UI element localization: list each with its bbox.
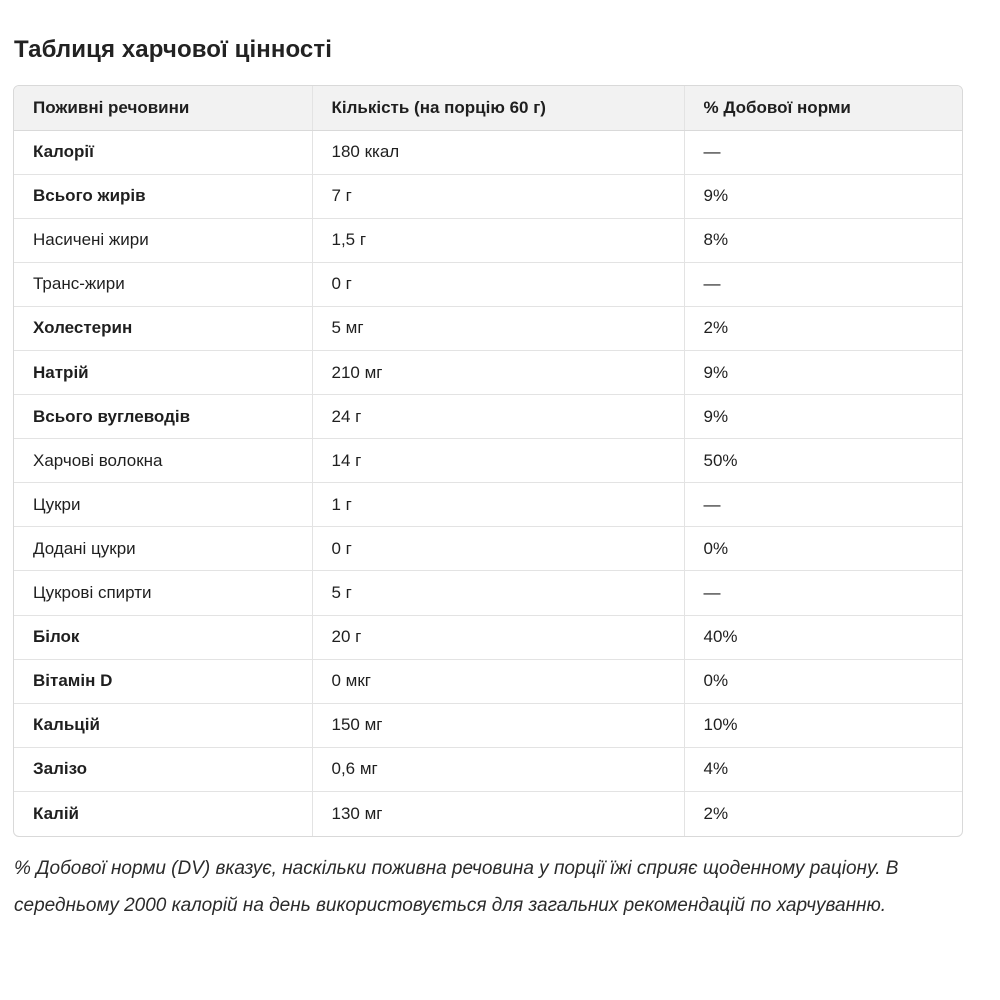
table-row [14, 747, 962, 791]
cell-daily-value: — [684, 571, 962, 615]
footnote: % Добової норми (DV) вказує, наскільки поживна речовина у порції їжі сприяє щоденному раціону. В середньому 2000 калорій на день використовується для загальних рекомендацій по харчуванню. [14, 858, 899, 916]
table-row [14, 218, 962, 262]
cell-amount: 14 г [312, 439, 684, 483]
table-row [14, 350, 962, 394]
cell-daily-value: 50% [684, 439, 962, 483]
cell-daily-value: 9% [684, 350, 962, 394]
cell-daily-value: 40% [684, 615, 962, 659]
cell-amount: 150 мг [312, 703, 684, 747]
cell-amount: 7 г [312, 174, 684, 218]
cell-daily-value: — [684, 483, 962, 527]
table-row [14, 615, 962, 659]
cell-amount: 0 мкг [312, 659, 684, 703]
cell-daily-value: 2% [684, 791, 962, 835]
cell-nutrient: Транс-жири [14, 262, 312, 306]
table-row [14, 395, 962, 439]
header-nutrient: Поживні речовини [14, 86, 312, 130]
nutrition-table-container [13, 85, 963, 837]
cell-nutrient: Білок [14, 615, 312, 659]
cell-daily-value: 9% [684, 395, 962, 439]
cell-amount: 24 г [312, 395, 684, 439]
table-row [14, 791, 962, 835]
cell-nutrient: Додані цукри [14, 527, 312, 571]
cell-nutrient: Вітамін D [14, 659, 312, 703]
table-row [14, 703, 962, 747]
cell-nutrient: Цукри [14, 483, 312, 527]
cell-amount: 20 г [312, 615, 684, 659]
table-row [14, 659, 962, 703]
table-row [14, 439, 962, 483]
cell-daily-value: 9% [684, 174, 962, 218]
cell-daily-value: 8% [684, 218, 962, 262]
cell-amount: 180 ккал [312, 130, 684, 174]
table-row [14, 527, 962, 571]
cell-daily-value: 10% [684, 703, 962, 747]
cell-nutrient: Кальцій [14, 703, 312, 747]
cell-nutrient: Харчові волокна [14, 439, 312, 483]
cell-nutrient: Залізо [14, 747, 312, 791]
cell-amount: 0 г [312, 527, 684, 571]
header-row [14, 86, 962, 130]
cell-daily-value: 2% [684, 306, 962, 350]
header-daily-value: % Добової норми [684, 86, 962, 130]
cell-nutrient: Цукрові спирти [14, 571, 312, 615]
cell-nutrient: Насичені жири [14, 218, 312, 262]
table-row [14, 571, 962, 615]
cell-nutrient: Калорії [33, 142, 94, 162]
cell-nutrient: Всього вуглеводів [14, 395, 312, 439]
cell-amount: 0,6 мг [312, 747, 684, 791]
cell-amount: 1,5 г [312, 218, 684, 262]
cell-daily-value: 0% [684, 527, 962, 571]
cell-nutrient: Калій [14, 791, 312, 835]
table-body [14, 130, 962, 836]
table-row [14, 306, 962, 350]
table-header [14, 86, 962, 130]
cell-nutrient: Натрій [14, 350, 312, 394]
nutrition-table [14, 86, 962, 836]
cell-nutrient: Холестерин [14, 306, 312, 350]
table-row [14, 262, 962, 306]
cell-daily-value: 0% [684, 659, 962, 703]
header-amount: Кількість (на порцію 60 г) [312, 86, 684, 130]
cell-daily-value: 4% [684, 747, 962, 791]
cell-daily-value: — [684, 262, 962, 306]
cell-daily-value: — [684, 130, 962, 174]
table-row [14, 483, 962, 527]
cell-amount: 5 мг [312, 306, 684, 350]
cell-amount: 1 г [312, 483, 684, 527]
cell-amount: 0 г [312, 262, 684, 306]
cell-amount: 5 г [312, 571, 684, 615]
table-row [14, 130, 962, 174]
cell-nutrient: Всього жирів [14, 174, 312, 218]
cell-amount: 210 мг [312, 350, 684, 394]
table-row [14, 174, 962, 218]
page-title: Таблиця харчової цінності [14, 36, 332, 63]
cell-amount: 130 мг [312, 791, 684, 835]
